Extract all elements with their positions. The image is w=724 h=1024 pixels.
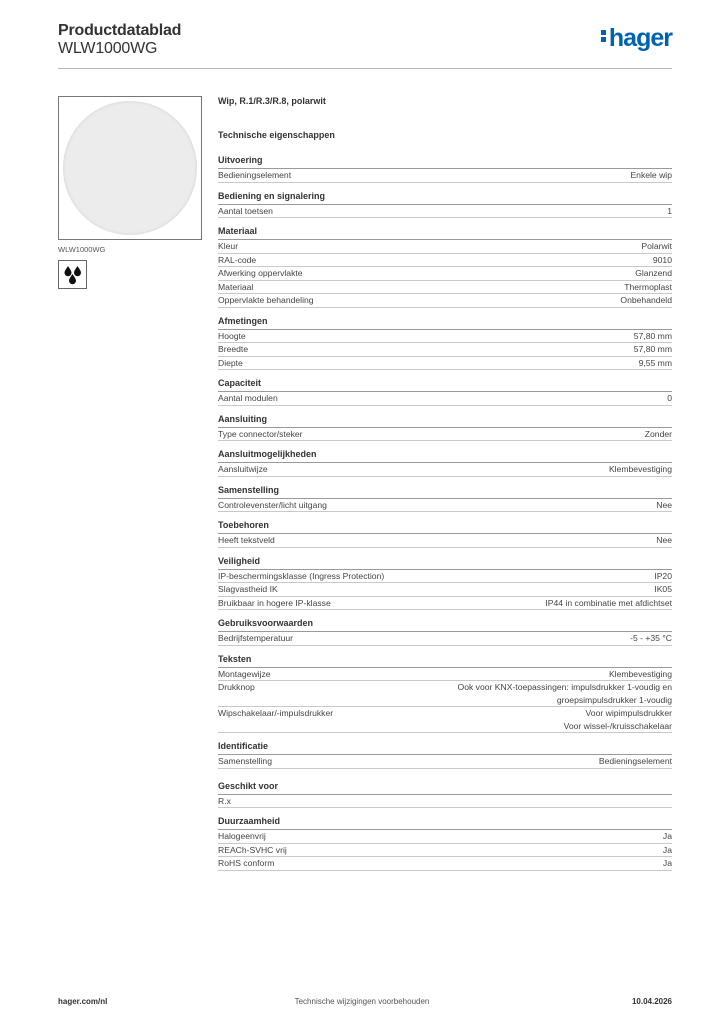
tech-heading: Technische eigenschappen xyxy=(218,130,335,140)
footer-date: 10.04.2026 xyxy=(631,997,672,1006)
spec-section xyxy=(218,155,672,183)
spec-row xyxy=(218,343,672,357)
spec-label: Afwerking oppervlakte xyxy=(218,268,303,278)
product-image xyxy=(58,96,202,240)
spec-label: Hoogte xyxy=(218,330,246,341)
spec-label: Bruikbaar in hogere IP-klasse xyxy=(218,597,331,608)
section-title: Gebruiksvoorwaarden xyxy=(218,618,314,628)
footer-notice: Technische wijzigingen voorbehouden xyxy=(294,997,430,1006)
spec-row xyxy=(218,755,672,769)
spec-label: Type connector/steker xyxy=(218,428,303,439)
spec-rows xyxy=(218,667,672,734)
product-code-heading: WLW1000WG xyxy=(58,40,158,57)
spec-section xyxy=(218,226,672,308)
spec-section xyxy=(218,414,672,442)
spec-label: Materiaal xyxy=(218,281,254,292)
spec-rows xyxy=(218,427,672,442)
section-title: Veiligheid xyxy=(218,555,261,566)
spec-value: -5 - +35 °C xyxy=(630,633,672,643)
section-title: Aansluitmogelijkheden xyxy=(218,449,317,459)
spec-section xyxy=(218,556,672,611)
spec-label: Wipschakelaar/-impulsdrukker xyxy=(218,708,334,718)
spec-label: Bedieningselement xyxy=(218,170,292,180)
water-drops-ip-icon xyxy=(58,260,87,289)
spec-value: 0 xyxy=(667,393,672,403)
spec-row xyxy=(218,294,672,308)
spec-rows xyxy=(218,829,672,871)
spec-rows xyxy=(218,462,672,477)
spec-label: REACh-SVHC vrij xyxy=(218,844,287,855)
spec-value: Klembevestiging xyxy=(608,464,672,474)
spec-row xyxy=(218,428,672,442)
spec-value: Nee xyxy=(656,535,672,545)
spec-value: Bedieningselement xyxy=(598,756,672,766)
section-title: Duurzaamheid xyxy=(218,816,281,826)
spec-row xyxy=(218,583,672,597)
spec-rows xyxy=(218,391,672,406)
section-title: Samenstelling xyxy=(218,484,280,495)
spec-label: Samenstelling xyxy=(218,756,272,766)
spec-value: IK05 xyxy=(654,584,672,594)
spec-row xyxy=(218,534,672,548)
spec-section xyxy=(218,654,672,734)
spec-row xyxy=(218,844,672,858)
spec-label: Montagewijze xyxy=(218,668,271,679)
footer-website: hager.com/nl xyxy=(58,997,108,1006)
spec-section xyxy=(218,449,672,477)
spec-section xyxy=(218,781,672,809)
spec-value: Klembevestiging xyxy=(608,668,672,679)
section-title: Identificatie xyxy=(218,741,269,751)
spec-row xyxy=(218,570,672,584)
section-title: Toebehoren xyxy=(218,520,269,530)
product-rocker-image xyxy=(63,101,197,235)
spec-value: Ja xyxy=(662,844,672,855)
spec-row xyxy=(218,681,672,707)
spec-label: Aantal toetsen xyxy=(218,205,273,216)
spec-value: Glanzend xyxy=(635,268,672,278)
spec-label: Heeft tekstveld xyxy=(218,535,275,545)
spec-row xyxy=(218,707,672,733)
logo-text: hager xyxy=(608,24,672,52)
spec-section xyxy=(218,485,672,513)
spec-value: Ook voor KNX-toepassingen: impulsdrukker 1-voudig en groepsimpulsdrukker 1-voudig xyxy=(457,682,672,705)
spec-row xyxy=(218,267,672,281)
spec-row xyxy=(218,830,672,844)
product-image-caption: WLW1000WG xyxy=(58,245,106,254)
spec-section xyxy=(218,191,672,219)
spec-label: RAL-code xyxy=(218,254,257,265)
spec-row xyxy=(218,281,672,295)
spec-sections xyxy=(218,155,672,871)
spec-value: 57,80 mm xyxy=(633,344,672,354)
spec-content xyxy=(218,96,672,879)
spec-row xyxy=(218,254,672,268)
spec-value: Ja xyxy=(662,831,672,841)
spec-section xyxy=(218,741,672,769)
spec-section xyxy=(218,520,672,548)
spec-label: Aantal modulen xyxy=(218,393,278,403)
spec-label: Aansluitwijze xyxy=(218,464,268,474)
spec-rows xyxy=(218,204,672,219)
spec-rows xyxy=(218,498,672,513)
spec-row xyxy=(218,632,672,646)
spec-section xyxy=(218,316,672,371)
section-title: Bediening en signalering xyxy=(218,190,326,201)
spec-rows xyxy=(218,329,672,371)
spec-rows xyxy=(218,239,672,308)
spec-label: Oppervlakte behandeling xyxy=(218,295,314,305)
spec-row xyxy=(218,330,672,344)
spec-value: Thermoplast xyxy=(624,281,672,292)
spec-label: Kleur xyxy=(218,241,239,251)
spec-value: Voor wipimpulsdrukker Voor wissel-/kruisschakelaar xyxy=(563,708,672,731)
spec-section xyxy=(218,378,672,406)
section-title: Teksten xyxy=(218,653,252,664)
spec-value: 57,80 mm xyxy=(633,330,672,341)
spec-value: IP44 in combinatie met afdichtset xyxy=(545,597,672,608)
spec-row xyxy=(218,392,672,406)
spec-row xyxy=(218,857,672,871)
spec-label: Breedte xyxy=(218,344,249,354)
spec-rows xyxy=(218,754,672,769)
spec-row xyxy=(218,463,672,477)
page-title: Productdatablad xyxy=(58,22,182,39)
spec-value: Ja xyxy=(662,858,672,868)
spec-row xyxy=(218,169,672,183)
spec-label: R.x xyxy=(218,795,231,806)
product-description: Wip, R.1/R.3/R.8, polarwit xyxy=(218,96,326,106)
section-title: Capaciteit xyxy=(218,378,262,388)
logo-dots-icon xyxy=(601,28,607,44)
spec-value: Onbehandeld xyxy=(620,295,672,305)
spec-value: Enkele wip xyxy=(630,170,672,180)
header-divider xyxy=(58,68,672,69)
spec-rows xyxy=(218,569,672,611)
spec-row xyxy=(218,357,672,371)
spec-rows xyxy=(218,794,672,809)
spec-rows xyxy=(218,631,672,646)
spec-label: Halogeenvrij xyxy=(218,831,266,841)
spec-value: 9,55 mm xyxy=(638,357,672,368)
spec-row xyxy=(218,240,672,254)
hager-logo xyxy=(601,26,672,51)
spec-label: Diepte xyxy=(218,357,243,368)
spec-row xyxy=(218,597,672,611)
spec-row xyxy=(218,499,672,513)
spec-value: Polarwit xyxy=(641,241,672,251)
spec-section xyxy=(218,618,672,646)
spec-label: Bedrijfstemperatuur xyxy=(218,633,293,643)
spec-value: IP20 xyxy=(654,570,672,581)
section-title: Afmetingen xyxy=(218,315,268,326)
spec-row xyxy=(218,795,672,809)
spec-value: Nee xyxy=(656,499,672,510)
spec-label: Slagvastheid IK xyxy=(218,584,278,594)
section-title: Uitvoering xyxy=(218,155,263,165)
spec-section xyxy=(218,816,672,871)
section-title: Aansluiting xyxy=(218,413,267,424)
spec-row xyxy=(218,205,672,219)
spec-label: RoHS conform xyxy=(218,858,275,868)
spec-label: Controlevenster/licht uitgang xyxy=(218,499,327,510)
spec-value: Zonder xyxy=(644,428,672,439)
spec-label: IP-beschermingsklasse (Ingress Protection) xyxy=(218,570,385,581)
spec-rows xyxy=(218,533,672,548)
section-title: Geschikt voor xyxy=(218,780,279,791)
spec-value: 1 xyxy=(667,205,672,216)
section-title: Materiaal xyxy=(218,226,258,236)
spec-row xyxy=(218,668,672,682)
spec-label: Drukknop xyxy=(218,682,255,692)
spec-rows xyxy=(218,168,672,183)
spec-value: 9010 xyxy=(652,254,672,265)
